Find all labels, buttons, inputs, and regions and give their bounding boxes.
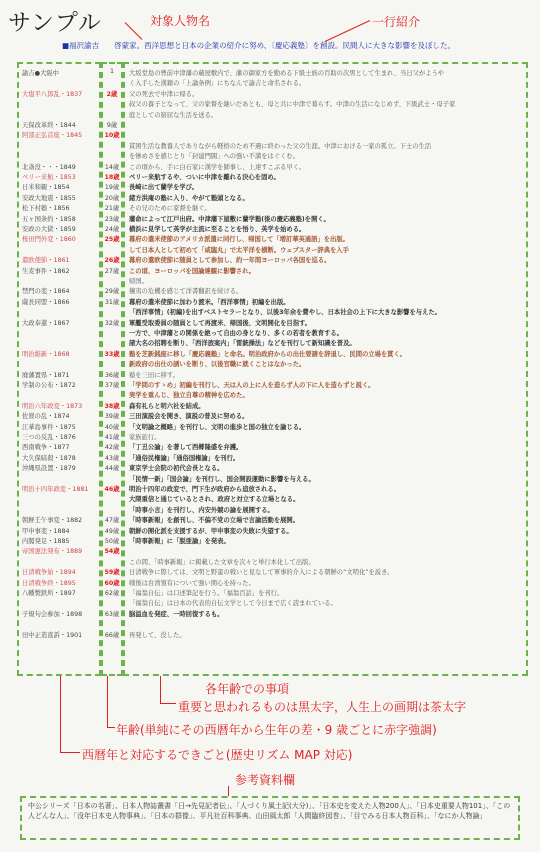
life-event-cell: く入手した漢籍の「上論条例」にちなんで諭吉と命名される。 — [129, 80, 306, 88]
age-cell: 40歳 — [104, 423, 120, 431]
year-event-cell: 沖縄県設置・1879 — [22, 465, 76, 473]
age-cell: 29歳 — [104, 288, 120, 296]
connector-events — [160, 676, 161, 704]
age-cell: 39歳 — [104, 413, 120, 421]
age-cell: 24歳 — [104, 226, 120, 233]
life-event-cell: 幕府の遣欧使節に随員として参加し、約一年間ヨーロッパ各国を巡る。 — [129, 257, 331, 265]
age-cell: 25歳 — [104, 236, 120, 244]
age-cell: 47歳 — [104, 517, 120, 525]
age-cell: 38歳 — [104, 402, 120, 410]
life-event-cell: 「福翁自伝」は口述筆記を行う。「福翁百話」を刊行。 — [129, 590, 284, 597]
age-cell: 60歳 — [104, 579, 120, 587]
life-event-cell: 一方で、中津藩との関係を絶って自由の身となり、多くの若者を教育する。 — [129, 330, 343, 337]
year-event-cell: 天保改革終・1844 — [22, 122, 76, 129]
life-event-cell: 長崎に出て蘭学を学び。 — [129, 184, 199, 192]
year-event-cell: 日米和親・1854 — [22, 184, 70, 192]
age-cell: 2歳 — [106, 90, 118, 98]
year-event-cell: ペリー来航・1853 — [22, 174, 76, 181]
pointer-line-person — [125, 22, 143, 40]
age-cell: 14歳 — [104, 163, 120, 171]
life-event-cell: 再発して、没した。 — [129, 631, 186, 639]
age-cell: 1 — [109, 68, 114, 75]
page-title: サンプル — [8, 10, 102, 36]
life-event-cell: この頃から、手に白石家に漢学を師事し、上達すこぶる早く。 — [129, 163, 306, 171]
life-event-cell: 大坂堂島の豊前中津藩の蔵屋敷内で、藩の御家方を勤める下級士族の百助の次男として生まれ、当日父がようや — [129, 70, 445, 77]
life-event-cell: 諸大名の招聘を断り、「西洋旅案内」「雷銃操法」などを刊行して新知識を普及。 — [129, 340, 356, 348]
year-event-cell: 日清戦争終・1895 — [22, 579, 76, 587]
age-cell: 19歳 — [104, 184, 120, 192]
life-event-cell: 貧困生活な教養人でありながら軽格のため不遇に終わった父の生涯。中津における一家の孤立。下士の生活 — [129, 142, 432, 150]
year-event-cell: 三つの反乱・1876 — [22, 434, 76, 441]
life-event-cell: 叔父の養子となって、父の家督を継いだあとも、母と共に中津で暮らす。中津の生活になじめず、下級武士・母子家 — [129, 101, 456, 109]
age-cell: 27歳 — [104, 267, 120, 275]
life-event-cell: 「学問のすゝめ」初編を刊行し、天は人の上に人を造らず人の下に人を造らずと説く。 — [129, 382, 375, 389]
life-event-cell: 攘夷の危機を感じて洋書翻訳を続ける。 — [129, 288, 243, 296]
life-event-cell: 「福翁自伝」は日本の代表的自伝文学として今日まで広く読まれている。 — [129, 600, 337, 608]
year-event-cell: 廃藩置県・1871 — [22, 371, 70, 379]
life-event-cell: 戦後は台湾領有について強い関心を持った。 — [129, 579, 255, 587]
year-event-cell: 桜田門外変・1860 — [22, 236, 76, 244]
life-event-cell: して日本人として初めて「咸臨丸」で太平洋を横断。ウェブスター辞典を入手 — [129, 246, 349, 254]
life-event-cell: 軍艦受取委員の随員として再渡米、帰国後、文明開化を目指す。 — [129, 319, 312, 327]
year-event-cell: 五ヶ国条約・1858 — [22, 215, 76, 223]
label-age-desc: 年齢(単純にその西暦年から生年の差・9 歳ごとに赤字強調) — [116, 723, 437, 737]
age-cell: 26歳 — [104, 257, 120, 265]
life-event-cell: 東京学士会院の初代会長となる。 — [129, 465, 224, 473]
year-event-cell: 日清戦争始・1894 — [22, 569, 76, 577]
age-cell: 50歳 — [104, 538, 120, 545]
pointer-line-intro — [324, 20, 370, 42]
age-cell: 46歳 — [104, 486, 120, 493]
year-event-cell: 松下村塾・1856 — [22, 205, 70, 213]
age-cell: 42歳 — [104, 444, 120, 452]
year-event-cell: 安政の大獄・1859 — [22, 226, 76, 233]
life-event-cell: 実学を重んじ、独立自尊の精神を広めた。 — [129, 392, 249, 400]
life-event-cell: 藩命によって江戸出府。中津藩下屋敷に蘭学塾(後の慶応義塾)を開く。 — [129, 215, 330, 223]
life-event-cell: 塾を三田に移す。 — [129, 371, 179, 379]
age-column — [101, 62, 123, 676]
year-event-cell: 北斎没・・・1849 — [22, 163, 76, 171]
life-event-cell: 緒方洪庵の塾に入り、やがて塾頭となる。 — [129, 194, 249, 202]
life-event-cell: 家族旅行。 — [129, 434, 161, 441]
age-cell: 33歳 — [104, 350, 120, 358]
life-event-cell: 「時事新報」を創刊し、不偏不党の立場で言論活動を展開。 — [129, 517, 300, 525]
events-year-column — [17, 62, 101, 676]
age-cell: 62歳 — [104, 590, 120, 597]
year-event-cell: 八幡製鉄所・1897 — [22, 590, 76, 597]
connector-refs — [228, 786, 229, 796]
age-cell: 63歳 — [104, 610, 120, 618]
life-event-cell: 森有礼らと明六社を結成。 — [129, 402, 205, 410]
year-event-cell: 明治六年政変・1873 — [22, 402, 83, 410]
life-event-cell: 「西洋事情」(初編)を出すベストセラーとなり、以後3年余を費やし、日本社会の上下に大きな影響を与えた。 — [129, 309, 441, 317]
life-event-cell: 塾を芝新銭座に移し「慶応義塾」と命名。明治政府からの出仕要請を辞退し、民間の立場を貫く。 — [129, 350, 406, 358]
year-event-cell: 明治十四年政変・1881 — [22, 486, 89, 493]
life-event-cell: 幕府の遣米使節のアメリカ派遣に同行し、帰国して「増訂華英通語」を出版。 — [129, 236, 349, 244]
intro-line: ■福沢諭吉 啓蒙家。西洋思想と日本の企業の紹介に努め、〔慶応義塾〕を創設。民間人に大きな影響を及ぼした。 — [62, 41, 456, 50]
life-event-cell: 「民情一新」「国会論」を刊行し、国会開設運動に影響を与える。 — [129, 475, 315, 483]
connector-events-h — [160, 703, 176, 704]
age-cell: 20歳 — [104, 194, 120, 202]
age-cell: 44歳 — [104, 465, 120, 473]
life-event-cell: 庭としての窮屈な生活を送る。 — [129, 111, 218, 119]
life-event-cell: を惨めさを感じとり「封建門閥」への強い不満をはぐくむ。 — [129, 153, 300, 161]
age-cell: 32歳 — [104, 319, 120, 327]
label-events-desc: 重要と思われるものは黒太字，人生上の画期は茶太字 — [178, 700, 467, 714]
year-event-cell: 明治維新・1868 — [22, 350, 70, 358]
age-cell: 43歳 — [104, 454, 120, 462]
year-event-cell: 田中正造直訴・1901 — [22, 631, 83, 639]
age-cell: 18歳 — [104, 174, 120, 181]
life-event-cell: 三田演説会を開き、演説の普及に努める。 — [129, 413, 249, 421]
year-event-cell: 学制の公布・1872 — [22, 382, 76, 389]
life-event-cell: 大隈重信と通じているとされ、政府と対立する立場となる。 — [129, 496, 300, 504]
references-box: 中公シリーズ「日本の名著」、日本人物誌叢書「日→先見記者伝」、「人づくり風土記(大分)」、「日本史を変えた人物200人」、「日本史重要人物101」、「この人どんな人」、「没年日本史人物事典」、「日本の群像」、平凡社百科事典、山田風太郎「人間臨終図巻」、「目でみる日本人物百科」、「なにか人物論」 — [20, 796, 520, 840]
year-event-cell: 遣欧使節・1861 — [22, 257, 70, 265]
life-event-cell: 幕府の遣米使節に加わり渡米。「西洋事情」初編を出版。 — [129, 298, 290, 306]
year-event-cell: 西南戦争・1877 — [22, 444, 70, 452]
life-event-cell: 父の死去で中津に帰る。 — [129, 90, 199, 98]
life-event-cell: その兄のために家督を継ぐ。 — [129, 205, 211, 213]
year-event-cell: 大久保暗殺・1878 — [22, 454, 76, 462]
year-event-cell: 内閣発足・1885 — [22, 538, 70, 545]
life-event-cell: この頃、ヨーロッパを国論達観に影響され。 — [129, 267, 256, 275]
life-event-cell: 「時事小言」を刊行し、内安外競の論を展開する。 — [129, 506, 274, 514]
year-event-cell: 諭吉●大阪中 — [22, 70, 59, 77]
year-event-cell: 子規句会参加・1898 — [22, 610, 83, 618]
label-refs-title: 参考資料欄 — [235, 773, 296, 787]
life-event-cell: この間、「時事新報」に掲載した文章を次々と単行本化して出版。 — [129, 558, 315, 566]
year-event-cell: 甲申事変・1884 — [22, 527, 70, 535]
year-event-cell: 薩長同盟・1866 — [22, 298, 70, 306]
life-event-cell: 日清戦争に際しては、文明と野蛮の戦いと見なして軍事的介入による朝鮮の“文明化”を説き。 — [129, 569, 394, 577]
age-cell: 66歳 — [104, 631, 120, 639]
year-event-cell: 朝鮮壬午事変・1882 — [22, 517, 83, 525]
year-event-cell: 大塩平八郎乱・1837 — [22, 90, 83, 98]
age-cell: 10歳 — [104, 132, 120, 140]
age-cell: 54歳 — [104, 548, 120, 556]
year-event-cell: 江華島事件・1875 — [22, 423, 76, 431]
life-event-cell: ペリー来航するや、ついに中津を離れる決心を固め。 — [129, 174, 280, 181]
year-event-cell: 阿部正弘首座・1845 — [22, 132, 83, 140]
life-event-cell: 帰国。 — [129, 278, 148, 285]
life-event-cell: 朝鮮の開化派を支援するが、甲申事変の失敗に失望する。 — [129, 527, 293, 535]
year-event-cell: 帝国憲法発布・1889 — [22, 548, 83, 556]
age-cell: 41歳 — [104, 434, 120, 441]
life-event-cell: 横浜に見学して英学が主流に至ることを悟り、英学を始める。 — [129, 226, 306, 233]
life-event-cell: 「時事新報」に「脱亜論」を発表。 — [129, 538, 230, 545]
life-event-cell: 明治十四年の政変で、門下生が政府から追放される。 — [129, 486, 280, 493]
life-event-cell: 「通俗民権論」「通俗国権論」を刊行。 — [129, 454, 240, 462]
age-cell: 21歳 — [104, 205, 120, 213]
connector-year — [60, 676, 61, 753]
life-event-cell: 「丁丑公論」を著して西郷隆盛を弁護。 — [129, 444, 243, 452]
age-cell: 49歳 — [104, 527, 120, 535]
year-event-cell: 大政奉還・1867 — [22, 319, 70, 327]
age-cell: 37歳 — [104, 382, 120, 389]
label-year-desc: 西暦年と対応するできごと(歴史リズム MAP 対応) — [82, 748, 353, 762]
age-cell: 23歳 — [104, 215, 120, 223]
age-cell: 36歳 — [104, 371, 120, 379]
age-cell: 59歳 — [104, 569, 120, 577]
connector-age — [107, 676, 108, 728]
life-event-cell: 「文明論之概略」を刊行し、文明の進歩と国の独立を論じる。 — [129, 423, 306, 431]
connector-age-h — [107, 727, 115, 728]
label-events: 各年齢での事項 — [205, 682, 290, 696]
age-cell: 9歳 — [106, 122, 118, 129]
year-event-cell: 安政大地震・1855 — [22, 194, 76, 202]
life-event-cell: 新政府の出仕の誘いを断り、以後官職に就くことはなかった。 — [129, 361, 306, 369]
year-event-cell: 佐賀の乱・1874 — [22, 413, 70, 421]
connector-year-h — [60, 752, 80, 753]
life-events-column — [123, 62, 528, 676]
year-event-cell: 生麦事件・1862 — [22, 267, 70, 275]
year-event-cell: 禁門の変・1864 — [22, 288, 70, 296]
life-event-cell: 脳溢血を発症、一時回復するも。 — [129, 610, 224, 618]
label-target-person: 対象人物名 — [150, 14, 211, 28]
label-one-line-intro: 一行紹介 — [372, 15, 421, 29]
age-cell: 31歳 — [104, 298, 120, 306]
